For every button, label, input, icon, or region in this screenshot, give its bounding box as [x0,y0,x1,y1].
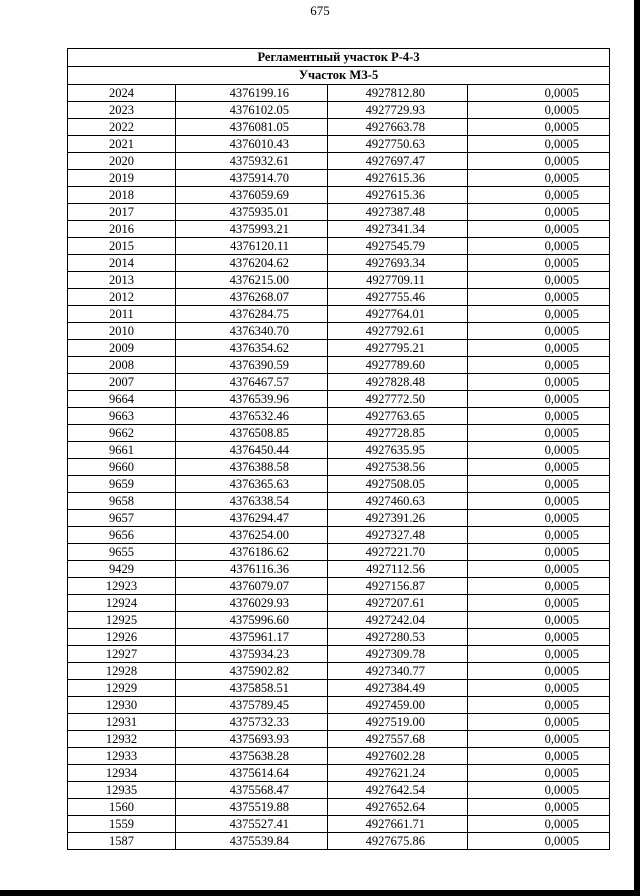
point-number-cell: 9657 [68,510,176,527]
coord-x-cell: 4376340.70 [176,323,328,340]
tolerance-cell: 0,0005 [468,629,610,646]
table-row [68,578,610,595]
table-row [68,561,610,578]
coord-x-cell: 4375961.17 [176,629,328,646]
point-number-cell: 2016 [68,221,176,238]
coord-y-cell: 4927693.34 [328,255,468,272]
coord-x-cell: 4375519.88 [176,799,328,816]
coord-x-cell: 4376010.43 [176,136,328,153]
point-number-cell: 9659 [68,476,176,493]
coord-y-cell: 4927460.63 [328,493,468,510]
coord-y-cell: 4927652.64 [328,799,468,816]
coord-y-cell: 4927763.65 [328,408,468,425]
coord-y-cell: 4927207.61 [328,595,468,612]
table-row [68,102,610,119]
tolerance-cell: 0,0005 [468,663,610,680]
coord-x-cell: 4376029.93 [176,595,328,612]
coord-x-cell: 4375932.61 [176,153,328,170]
coord-x-cell: 4376081.05 [176,119,328,136]
coord-y-cell: 4927755.46 [328,289,468,306]
coord-y-cell: 4927764.01 [328,306,468,323]
point-number-cell: 12925 [68,612,176,629]
tolerance-cell: 0,0005 [468,391,610,408]
coord-y-cell: 4927384.49 [328,680,468,697]
coord-y-cell: 4927728.85 [328,425,468,442]
tolerance-cell: 0,0005 [468,323,610,340]
coord-x-cell: 4375638.28 [176,748,328,765]
point-number-cell: 12933 [68,748,176,765]
coord-x-cell: 4376116.36 [176,561,328,578]
coord-x-cell: 4375527.41 [176,816,328,833]
tolerance-cell: 0,0005 [468,119,610,136]
coordinates-table [67,48,610,850]
coord-x-cell: 4376365.63 [176,476,328,493]
point-number-cell: 12923 [68,578,176,595]
coord-x-cell: 4376354.62 [176,340,328,357]
coord-x-cell: 4375693.93 [176,731,328,748]
table-row [68,391,610,408]
coord-y-cell: 4927789.60 [328,357,468,374]
point-number-cell: 2012 [68,289,176,306]
table-row [68,799,610,816]
coord-x-cell: 4376539.96 [176,391,328,408]
point-number-cell: 12928 [68,663,176,680]
table-row [68,646,610,663]
table-row [68,731,610,748]
tolerance-cell: 0,0005 [468,425,610,442]
table-row [68,272,610,289]
point-number-cell: 12927 [68,646,176,663]
tolerance-cell: 0,0005 [468,714,610,731]
tolerance-cell: 0,0005 [468,697,610,714]
coord-y-cell: 4927750.63 [328,136,468,153]
point-number-cell: 9655 [68,544,176,561]
tolerance-cell: 0,0005 [468,306,610,323]
coord-x-cell: 4375996.60 [176,612,328,629]
point-number-cell: 2013 [68,272,176,289]
table-row [68,765,610,782]
tolerance-cell: 0,0005 [468,544,610,561]
tolerance-cell: 0,0005 [468,170,610,187]
coord-y-cell: 4927663.78 [328,119,468,136]
table-row [68,255,610,272]
coord-y-cell: 4927327.48 [328,527,468,544]
coord-y-cell: 4927795.21 [328,340,468,357]
point-number-cell: 1587 [68,833,176,850]
coord-x-cell: 4376204.62 [176,255,328,272]
coord-y-cell: 4927661.71 [328,816,468,833]
table-row [68,85,610,102]
coord-y-cell: 4927792.61 [328,323,468,340]
coord-y-cell: 4927812.80 [328,85,468,102]
coord-x-cell: 4376102.05 [176,102,328,119]
tolerance-cell: 0,0005 [468,340,610,357]
point-number-cell: 9656 [68,527,176,544]
table-row [68,442,610,459]
tolerance-cell: 0,0005 [468,816,610,833]
table-row [68,374,610,391]
point-number-cell: 9663 [68,408,176,425]
coord-x-cell: 4376294.47 [176,510,328,527]
coord-y-cell: 4927635.95 [328,442,468,459]
coord-x-cell: 4376467.57 [176,374,328,391]
point-number-cell: 2014 [68,255,176,272]
point-number-cell: 2017 [68,204,176,221]
table-row [68,697,610,714]
table-row [68,476,610,493]
table-row [68,663,610,680]
point-number-cell: 9664 [68,391,176,408]
point-number-cell: 9429 [68,561,176,578]
coord-y-cell: 4927309.78 [328,646,468,663]
point-number-cell: 9660 [68,459,176,476]
table-row [68,782,610,799]
coord-y-cell: 4927709.11 [328,272,468,289]
coord-y-cell: 4927341.34 [328,221,468,238]
point-number-cell: 2011 [68,306,176,323]
point-number-cell: 2018 [68,187,176,204]
table-row [68,714,610,731]
point-number-cell: 12930 [68,697,176,714]
coord-y-cell: 4927508.05 [328,476,468,493]
point-number-cell: 2010 [68,323,176,340]
table-row [68,595,610,612]
point-number-cell: 2024 [68,85,176,102]
coord-x-cell: 4376508.85 [176,425,328,442]
point-number-cell: 12934 [68,765,176,782]
tolerance-cell: 0,0005 [468,493,610,510]
tolerance-cell: 0,0005 [468,255,610,272]
tolerance-cell: 0,0005 [468,136,610,153]
tolerance-cell: 0,0005 [468,442,610,459]
tolerance-cell: 0,0005 [468,680,610,697]
coord-y-cell: 4927697.47 [328,153,468,170]
table-row [68,357,610,374]
coord-x-cell: 4375789.45 [176,697,328,714]
tolerance-cell: 0,0005 [468,476,610,493]
coord-x-cell: 4376268.07 [176,289,328,306]
coord-y-cell: 4927615.36 [328,170,468,187]
point-number-cell: 2008 [68,357,176,374]
tolerance-cell: 0,0005 [468,408,610,425]
coord-x-cell: 4376079.07 [176,578,328,595]
point-number-cell: 9661 [68,442,176,459]
point-number-cell: 12929 [68,680,176,697]
tolerance-cell: 0,0005 [468,612,610,629]
tolerance-cell: 0,0005 [468,153,610,170]
tolerance-cell: 0,0005 [468,782,610,799]
coord-x-cell: 4375614.64 [176,765,328,782]
table-row [68,170,610,187]
table-row [68,238,610,255]
table-row [68,323,610,340]
tolerance-cell: 0,0005 [468,238,610,255]
tolerance-cell: 0,0005 [468,561,610,578]
page-number: 675 [310,3,330,18]
coord-x-cell: 4375539.84 [176,833,328,850]
table-row [68,221,610,238]
coord-y-cell: 4927729.93 [328,102,468,119]
coord-y-cell: 4927242.04 [328,612,468,629]
coord-y-cell: 4927615.36 [328,187,468,204]
coord-y-cell: 4927387.48 [328,204,468,221]
table-row [68,544,610,561]
table-row [68,289,610,306]
tolerance-cell: 0,0005 [468,765,610,782]
tolerance-cell: 0,0005 [468,731,610,748]
table-row [68,306,610,323]
coord-y-cell: 4927112.56 [328,561,468,578]
point-number-cell: 2007 [68,374,176,391]
coord-y-cell: 4927557.68 [328,731,468,748]
tolerance-cell: 0,0005 [468,272,610,289]
coord-x-cell: 4376215.00 [176,272,328,289]
section-header-row [68,49,610,67]
coord-x-cell: 4376390.59 [176,357,328,374]
coord-x-cell: 4376186.62 [176,544,328,561]
coord-x-cell: 4376388.58 [176,459,328,476]
tolerance-cell: 0,0005 [468,833,610,850]
coord-x-cell: 4376338.54 [176,493,328,510]
table-row [68,459,610,476]
table-row [68,493,610,510]
point-number-cell: 2015 [68,238,176,255]
coord-y-cell: 4927538.56 [328,459,468,476]
tolerance-cell: 0,0005 [468,578,610,595]
tolerance-cell: 0,0005 [468,357,610,374]
table-row [68,425,610,442]
point-number-cell: 1559 [68,816,176,833]
coord-x-cell: 4375993.21 [176,221,328,238]
table-row [68,833,610,850]
coord-y-cell: 4927391.26 [328,510,468,527]
tolerance-cell: 0,0005 [468,748,610,765]
table-row [68,816,610,833]
coord-y-cell: 4927459.00 [328,697,468,714]
point-number-cell: 2021 [68,136,176,153]
table-row [68,612,610,629]
coord-y-cell: 4927675.86 [328,833,468,850]
point-number-cell: 12924 [68,595,176,612]
point-number-cell: 9658 [68,493,176,510]
tolerance-cell: 0,0005 [468,102,610,119]
point-number-cell: 2020 [68,153,176,170]
table-row [68,408,610,425]
coord-y-cell: 4927156.87 [328,578,468,595]
coord-y-cell: 4927602.28 [328,748,468,765]
point-number-cell: 2019 [68,170,176,187]
tolerance-cell: 0,0005 [468,187,610,204]
tolerance-cell: 0,0005 [468,459,610,476]
coord-x-cell: 4376120.11 [176,238,328,255]
section-title: Регламентный участок Р-4-3 [68,49,610,67]
coord-y-cell: 4927280.53 [328,629,468,646]
coord-x-cell: 4375914.70 [176,170,328,187]
table-row [68,748,610,765]
tolerance-cell: 0,0005 [468,646,610,663]
point-number-cell: 12931 [68,714,176,731]
table-row [68,629,610,646]
coord-x-cell: 4376199.16 [176,85,328,102]
coord-x-cell: 4376450.44 [176,442,328,459]
coord-y-cell: 4927621.24 [328,765,468,782]
tolerance-cell: 0,0005 [468,799,610,816]
coord-x-cell: 4375935.01 [176,204,328,221]
point-number-cell: 9662 [68,425,176,442]
coord-y-cell: 4927545.79 [328,238,468,255]
table-row [68,340,610,357]
coord-x-cell: 4376284.75 [176,306,328,323]
tolerance-cell: 0,0005 [468,510,610,527]
tolerance-cell: 0,0005 [468,595,610,612]
tolerance-cell: 0,0005 [468,527,610,544]
tolerance-cell: 0,0005 [468,85,610,102]
table-row [68,136,610,153]
tolerance-cell: 0,0005 [468,204,610,221]
point-number-cell: 12932 [68,731,176,748]
tolerance-cell: 0,0005 [468,289,610,306]
coord-x-cell: 4375858.51 [176,680,328,697]
table-row [68,153,610,170]
table-row [68,187,610,204]
tolerance-cell: 0,0005 [468,221,610,238]
table-body [68,49,610,850]
coord-y-cell: 4927221.70 [328,544,468,561]
point-number-cell: 12935 [68,782,176,799]
coord-y-cell: 4927519.00 [328,714,468,731]
coord-y-cell: 4927772.50 [328,391,468,408]
subsection-header-row [68,67,610,85]
subsection-title: Участок МЗ-5 [68,67,610,85]
point-number-cell: 2022 [68,119,176,136]
coord-y-cell: 4927828.48 [328,374,468,391]
table-row [68,527,610,544]
point-number-cell: 12926 [68,629,176,646]
coord-y-cell: 4927340.77 [328,663,468,680]
table-row [68,510,610,527]
coord-x-cell: 4375902.82 [176,663,328,680]
coord-x-cell: 4375732.33 [176,714,328,731]
point-number-cell: 2023 [68,102,176,119]
coord-x-cell: 4375934.23 [176,646,328,663]
point-number-cell: 2009 [68,340,176,357]
coord-x-cell: 4375568.47 [176,782,328,799]
table-row [68,119,610,136]
point-number-cell: 1560 [68,799,176,816]
tolerance-cell: 0,0005 [468,374,610,391]
coord-x-cell: 4376254.00 [176,527,328,544]
table-row [68,204,610,221]
coord-x-cell: 4376532.46 [176,408,328,425]
coord-x-cell: 4376059.69 [176,187,328,204]
table-row [68,680,610,697]
coord-y-cell: 4927642.54 [328,782,468,799]
